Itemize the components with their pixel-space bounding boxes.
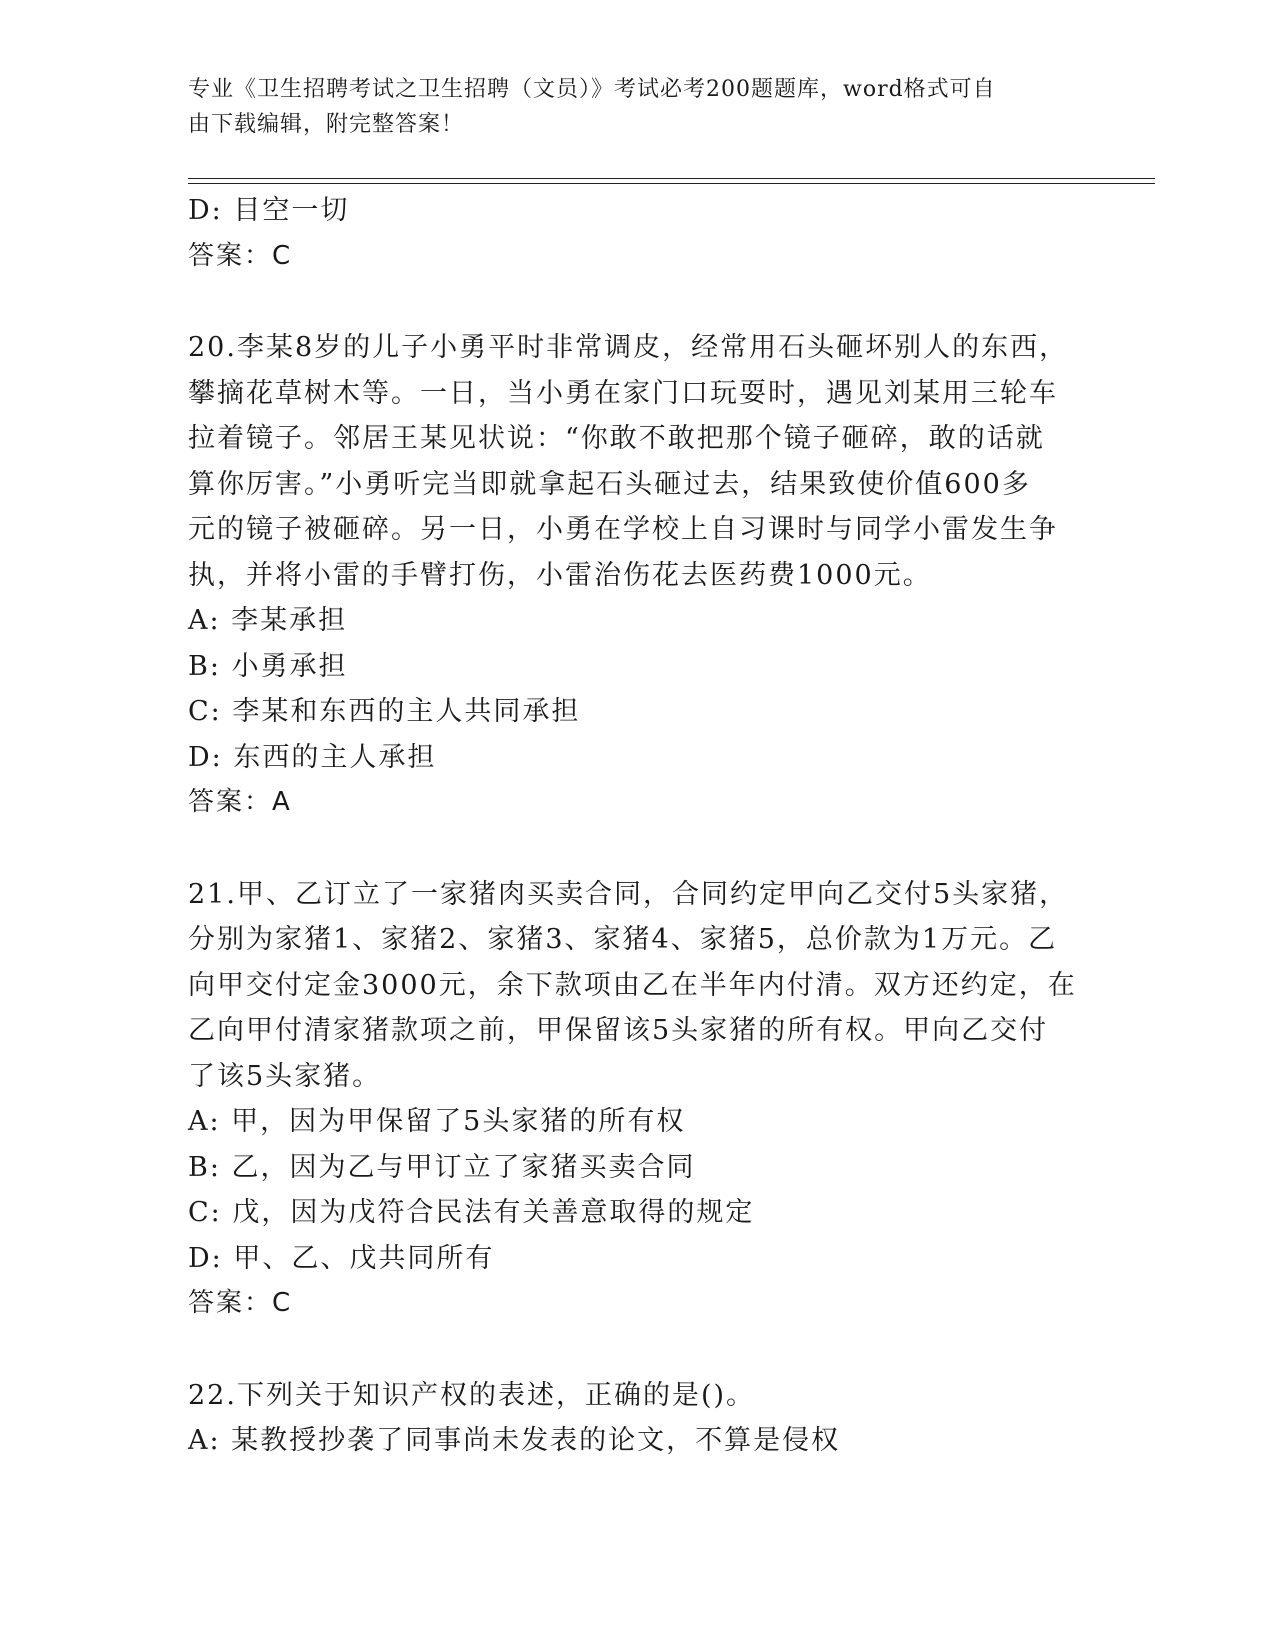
question-stem-line: 了该5头家猪。 xyxy=(188,1060,382,1092)
question-stem-line: 向甲交付定金3000元，余下款项由乙在半年内付清。双方还约定，在 xyxy=(188,969,1077,1001)
option-c: C: 李某和东西的主人共同承担 xyxy=(188,696,581,727)
option-c: C: 戊，因为戊符合民法有关善意取得的规定 xyxy=(188,1197,755,1228)
option-d: D: 甲、乙、戊共同所有 xyxy=(188,1242,495,1274)
question-stem-line: 算你厉害。”小勇听完当即就拿起石头砸过去，结果致使价值600多 xyxy=(188,468,1031,500)
spacer xyxy=(188,826,1088,872)
option-b: B: 小勇承担 xyxy=(188,650,348,682)
option-a: A: 甲，因为甲保留了5头家猪的所有权 xyxy=(188,1106,686,1137)
header-line-1: 专业《卫生招聘考试之卫生招聘（文员）》考试必考200题题库，word格式可自 xyxy=(188,77,996,102)
header-divider-top xyxy=(188,178,1155,179)
question-19-tail xyxy=(188,188,1088,279)
question-stem-line: 21.甲、乙订立了一家猪肉买卖合同，合同约定甲向乙交付5头家猪， xyxy=(188,878,1069,910)
question-22 xyxy=(188,1373,1088,1464)
question-content xyxy=(188,188,1088,1464)
question-stem-line: 22.下列关于知识产权的表述，正确的是()。 xyxy=(188,1379,756,1411)
answer-line: 答案：A xyxy=(188,787,292,817)
question-21 xyxy=(188,872,1088,1327)
spacer xyxy=(188,1327,1088,1373)
answer-line: 答案：C xyxy=(188,1288,293,1318)
option-d: D: 东西的主人承担 xyxy=(188,741,437,773)
option-a: A: 某教授抄袭了同事尚未发表的论文，不算是侵权 xyxy=(188,1425,841,1456)
question-stem-line: 拉着镜子。邻居王某见状说：“你敢不敢把那个镜子砸碎，敢的话就 xyxy=(188,423,1045,454)
question-stem-line: 攀摘花草树木等。一日，当小勇在家门口玩耍时，遇见刘某用三轮车 xyxy=(188,377,1058,409)
header-line-2: 由下载编辑，附完整答案！ xyxy=(188,112,465,137)
question-stem-line: 乙向甲付清家猪款项之前，甲保留该5头家猪的所有权。甲向乙交付 xyxy=(188,1015,1049,1046)
spacer xyxy=(188,279,1088,325)
header-divider-bottom xyxy=(188,183,1155,184)
question-stem-line: 元的镜子被砸碎。另一日，小勇在学校上自习课时与同学小雷发生争 xyxy=(188,514,1058,545)
question-stem-line: 执，并将小雷的手臂打伤，小雷治伤花去医药费1000元。 xyxy=(188,559,932,591)
question-stem-line: 20.李某8岁的儿子小勇平时非常调皮，经常用石头砸坏别人的东西， xyxy=(188,332,1069,363)
question-stem-line: 分别为家猪1、家猪2、家猪3、家猪4、家猪5，总价款为1万元。乙 xyxy=(188,924,1058,955)
option-a: A: 李某承担 xyxy=(188,605,348,636)
answer-line: 答案：C xyxy=(188,240,293,271)
option-b: B: 乙，因为乙与甲订立了家猪买卖合同 xyxy=(188,1151,696,1183)
page-header xyxy=(188,72,1068,142)
option-d: D: 目空一切 xyxy=(188,195,350,226)
question-20 xyxy=(188,325,1088,826)
